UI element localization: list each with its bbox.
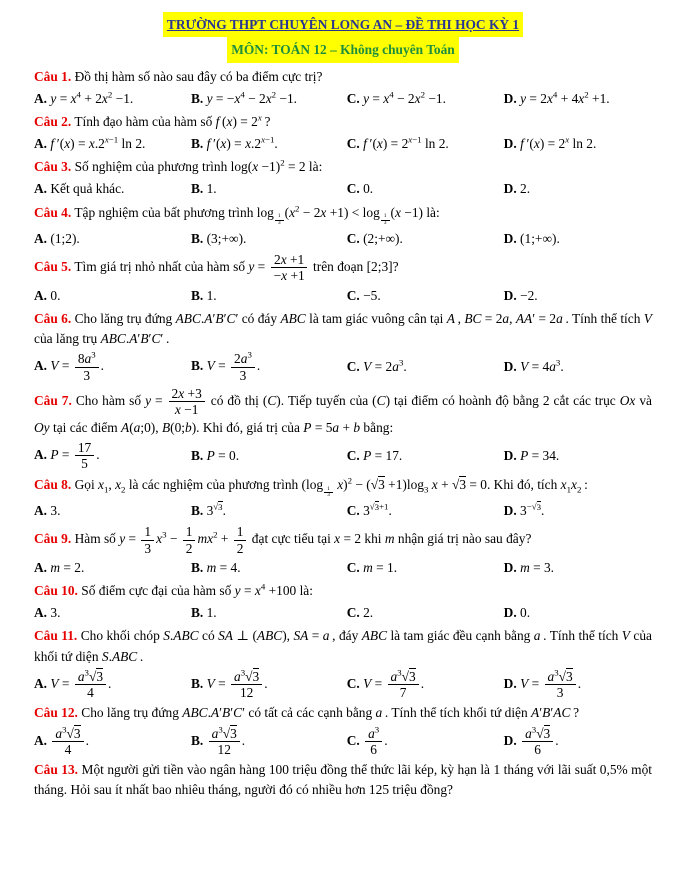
answer-option xyxy=(191,286,347,306)
option-key: D. xyxy=(503,447,517,463)
question-text: Gọi $x_1$, $x_2$ là các nghiệm của phương trình (log $_{\frac{1}{3}}$ $x)^2 - (√3 +1)\log_3$ x + √3 = 0. Khi đó, tích $x_1x_2$ : xyxy=(74,475,588,499)
question-text-row xyxy=(34,203,652,227)
answer-options-row xyxy=(34,440,652,472)
option-text: $\frac{a^3√3}{12}$ . xyxy=(203,733,245,748)
option-key: B. xyxy=(190,503,204,519)
option-text: $V = 2a^3$. xyxy=(363,357,407,375)
option-text: (1;+∞). xyxy=(516,230,560,246)
answer-options-row xyxy=(34,603,652,623)
answer-option xyxy=(347,501,504,521)
question-text-row xyxy=(34,581,652,601)
option-key: C. xyxy=(346,359,360,375)
question-label: Câu 3. xyxy=(34,159,72,175)
option-key: D. xyxy=(503,287,517,303)
option-text: m = 4. xyxy=(206,560,241,576)
option-text: 0. xyxy=(516,605,531,621)
option-text: V = $\frac{2a^3}{3}$ . xyxy=(206,349,261,383)
question-text: Số nghiệm của phương trình $\log(x -1)^2 = 2$ là: xyxy=(74,157,323,175)
option-key: B. xyxy=(190,605,204,621)
answer-option xyxy=(504,179,652,199)
answer-option xyxy=(34,669,191,701)
option-key: C. xyxy=(346,230,360,246)
answer-option xyxy=(347,669,504,701)
option-key: D. xyxy=(503,136,517,152)
option-key: B. xyxy=(190,675,204,691)
option-text: m = 2. xyxy=(50,560,85,576)
question xyxy=(34,475,652,522)
question-text-row xyxy=(34,760,652,800)
exam-subject-row xyxy=(34,37,652,62)
answer-option xyxy=(34,351,191,383)
question-text-row xyxy=(34,524,652,556)
answer-options-row xyxy=(34,179,652,199)
answer-option xyxy=(191,179,347,199)
option-key: B. xyxy=(190,732,204,748)
answer-option xyxy=(347,446,504,466)
question xyxy=(34,67,652,109)
question-text: Cho lăng trụ đứng ABC.A′B′C′ có tất cả các cạnh bằng a . Tính thể tích khối tứ diện A′B′AC ? xyxy=(81,705,580,721)
option-text: $3^{√3}$. xyxy=(203,501,226,519)
question xyxy=(34,524,652,578)
question-list xyxy=(34,67,652,801)
answer-options-row xyxy=(34,351,652,383)
option-text: $y = 2x^4 + 4x^2 +1$. xyxy=(520,89,610,107)
answer-option xyxy=(191,726,347,758)
option-key: D. xyxy=(503,181,517,197)
question-text: Hàm số y = $\frac{1}{3}$ $x^3$ − $\frac{1}{2}$ $mx^2$ + $\frac{1}{2}$ đạt cực tiểu tại x = 2 khi m nhận giá trị nào sau đây? xyxy=(74,524,532,556)
option-key: A. xyxy=(34,732,48,748)
option-key: D. xyxy=(503,675,517,691)
question-label: Câu 5. xyxy=(34,259,72,275)
answer-option xyxy=(191,351,347,383)
option-text: m = 3. xyxy=(520,560,555,576)
option-text: Kết quả khác. xyxy=(47,181,125,197)
option-text: f $'(x) = x.2^{x-1}$. xyxy=(206,134,278,152)
answer-option xyxy=(504,229,652,249)
option-key: D. xyxy=(503,605,517,621)
option-text: (2;+∞). xyxy=(359,230,403,246)
question xyxy=(34,203,652,250)
exam-title-row xyxy=(34,12,652,37)
answer-option xyxy=(34,726,191,758)
question xyxy=(34,386,652,472)
question-text: Đồ thị hàm số nào sau đây có ba điểm cực trị? xyxy=(74,68,323,84)
option-key: B. xyxy=(190,287,204,303)
question-label: Câu 1. xyxy=(34,68,72,84)
answer-option xyxy=(504,501,652,521)
question-label: Câu 11. xyxy=(34,628,78,644)
option-text: $y = -x^4 - 2x^2 -1$. xyxy=(206,89,298,107)
option-key: A. xyxy=(34,503,48,519)
option-key: B. xyxy=(190,91,204,107)
question-text-row xyxy=(34,112,652,132)
option-key: D. xyxy=(503,560,517,576)
option-key: C. xyxy=(346,447,360,463)
question xyxy=(34,112,652,154)
question-label: Câu 2. xyxy=(34,114,72,130)
option-text: P = $\frac{17}{5}$ . xyxy=(50,439,100,472)
option-text: 2. xyxy=(516,181,531,197)
option-text: −2. xyxy=(516,287,538,303)
question-text: Cho lăng trụ đứng ABC.A′B′C′ có đáy ABC là tam giác vuông cân tại A , BC = 2a, AA′ = 2a . Tính thể tích V của lăng trụ ABC.A′B′C′ . xyxy=(34,311,652,347)
answer-options-row xyxy=(34,669,652,701)
exam-title: TRƯỜNG THPT CHUYÊN LONG AN – ĐỀ THI HỌC KỲ 1 xyxy=(163,12,523,37)
question xyxy=(34,703,652,757)
answer-option xyxy=(34,89,191,109)
exam-header xyxy=(34,12,652,63)
option-key: A. xyxy=(34,675,48,691)
option-key: A. xyxy=(34,560,48,576)
option-key: D. xyxy=(503,732,517,748)
option-key: C. xyxy=(346,560,360,576)
option-key: D. xyxy=(503,91,517,107)
answer-options-row xyxy=(34,229,652,249)
option-key: A. xyxy=(34,136,48,152)
option-key: B. xyxy=(190,136,204,152)
question-text: Cho khối chóp S.ABC có SA ⊥ (ABC), SA = a , đáy ABC là tam giác đều cạnh bằng a . Tính thể tích V của khối tứ diện S.ABC . xyxy=(34,628,652,664)
question-label: Câu 9. xyxy=(34,531,72,547)
question xyxy=(34,581,652,623)
answer-option xyxy=(191,603,347,623)
question-label: Câu 6. xyxy=(34,311,72,326)
option-text: V = $\frac{a^3√3}{7}$ . xyxy=(363,667,425,701)
option-key: D. xyxy=(503,503,517,519)
answer-option xyxy=(191,229,347,249)
answer-option xyxy=(347,558,504,578)
option-key: C. xyxy=(346,91,360,107)
question-text-row xyxy=(34,386,652,438)
answer-option xyxy=(504,669,652,701)
answer-option xyxy=(504,286,652,306)
option-text: 3. xyxy=(47,605,61,621)
question-text: Tập nghiệm của bất phương trình log $_{\frac{1}{3}}$ $(x^2 - 2x +1) < \log$ $_{\frac{1}{3}}$ (x −1) là: xyxy=(74,203,440,227)
answer-option xyxy=(347,179,504,199)
question xyxy=(34,760,652,800)
answer-options-row xyxy=(34,501,652,521)
question xyxy=(34,309,652,383)
option-text: $V = 4a^3$. xyxy=(520,357,564,375)
option-text: f $'(x) = x.2^{x-1}$ ln 2. xyxy=(50,134,146,152)
option-text: 2. xyxy=(359,605,374,621)
answer-option xyxy=(191,89,347,109)
question xyxy=(34,626,652,700)
answer-option xyxy=(34,603,191,623)
option-text: $3^{-√3}$. xyxy=(516,501,545,519)
option-text: $\frac{a^3}{6}$ . xyxy=(360,733,388,748)
answer-option xyxy=(347,357,504,377)
answer-options-row xyxy=(34,286,652,306)
option-key: B. xyxy=(190,358,204,374)
answer-option xyxy=(191,558,347,578)
answer-option xyxy=(504,446,652,466)
answer-option xyxy=(34,558,191,578)
answer-option xyxy=(504,357,652,377)
answer-option xyxy=(347,726,504,758)
option-text: V = $\frac{a^3√3}{3}$ . xyxy=(520,667,582,701)
option-text: (1;2). xyxy=(47,230,80,246)
option-text: 0. xyxy=(359,181,374,197)
option-text: P = 0. xyxy=(206,447,240,463)
option-key: D. xyxy=(503,230,517,246)
answer-option xyxy=(347,134,504,154)
option-key: A. xyxy=(34,230,48,246)
option-text: 1. xyxy=(203,181,217,197)
answer-option xyxy=(347,229,504,249)
option-text: 0. xyxy=(47,287,61,303)
answer-option xyxy=(191,669,347,701)
option-key: B. xyxy=(190,560,204,576)
answer-option xyxy=(34,229,191,249)
option-key: C. xyxy=(346,605,360,621)
option-key: A. xyxy=(34,91,48,107)
question-text-row xyxy=(34,703,652,723)
question xyxy=(34,252,652,306)
answer-option xyxy=(504,726,652,758)
answer-option xyxy=(34,501,191,521)
answer-option xyxy=(191,446,347,466)
question-label: Câu 4. xyxy=(34,204,72,220)
option-key: C. xyxy=(346,287,360,303)
question-text: Số điểm cực đại của hàm số $y = x^4 +100$ là: xyxy=(81,581,313,599)
option-text: V = $\frac{a^3√3}{12}$ . xyxy=(206,667,268,701)
question-text-row xyxy=(34,626,652,666)
option-text: $\frac{a^3√3}{6}$ . xyxy=(517,733,559,748)
option-key: A. xyxy=(34,446,48,462)
option-key: C. xyxy=(346,503,360,519)
option-key: A. xyxy=(34,358,48,374)
option-text: $3^{√3+1}$. xyxy=(359,501,392,519)
answer-option xyxy=(34,286,191,306)
answer-options-row xyxy=(34,726,652,758)
question-label: Câu 7. xyxy=(34,393,72,409)
answer-option xyxy=(347,89,504,109)
option-key: D. xyxy=(503,359,517,375)
option-key: A. xyxy=(34,605,48,621)
answer-options-row xyxy=(34,134,652,154)
answer-option xyxy=(34,134,191,154)
option-text: −5. xyxy=(359,287,381,303)
option-key: B. xyxy=(190,230,204,246)
answer-option xyxy=(504,89,652,109)
answer-option xyxy=(34,440,191,472)
exam-subject: MÔN: TOÁN 12 – Không chuyên Toán xyxy=(227,37,458,62)
option-text: $y = x^4 + 2x^2 -1$. xyxy=(50,89,134,107)
question-text: Tính đạo hàm của hàm số f $(x) = 2^x$ ? xyxy=(74,112,271,130)
option-text: P = 17. xyxy=(363,447,403,463)
question-label: Câu 12. xyxy=(34,705,78,721)
answer-option xyxy=(191,134,347,154)
option-text: P = 34. xyxy=(520,447,560,463)
answer-option xyxy=(34,179,191,199)
question-text: Tìm giá trị nhỏ nhất của hàm số y = $\frac{2x +1}{-x +1}$ trên đoạn [2;3]? xyxy=(74,252,399,284)
option-text: 1. xyxy=(203,287,217,303)
answer-options-row xyxy=(34,89,652,109)
answer-option xyxy=(347,286,504,306)
answer-options-row xyxy=(34,558,652,578)
answer-option xyxy=(347,603,504,623)
option-key: B. xyxy=(190,181,204,197)
option-text: 3. xyxy=(47,503,61,519)
question-label: Câu 10. xyxy=(34,583,78,599)
answer-option xyxy=(191,501,347,521)
question-text: Một người gửi tiền vào ngân hàng 100 triệu đồng thể thức lãi kép, kỳ hạn là 1 tháng với lãi suất 0,5% một tháng. Hỏi sau ít nhất bao nhiêu tháng, người đó có nhiều hơn 125 triệu đồng? xyxy=(34,762,652,798)
option-key: A. xyxy=(34,287,48,303)
option-text: V = $\frac{a^3√3}{4}$ . xyxy=(50,667,112,701)
question-label: Câu 13. xyxy=(34,762,79,778)
answer-option xyxy=(504,603,652,623)
option-key: B. xyxy=(190,447,204,463)
question-text-row xyxy=(34,252,652,284)
option-text: (3;+∞). xyxy=(203,230,247,246)
option-text: $\frac{a^3√3}{4}$ . xyxy=(47,733,89,748)
answer-option xyxy=(504,134,652,154)
question xyxy=(34,157,652,199)
option-key: C. xyxy=(346,136,360,152)
question-text-row xyxy=(34,67,652,87)
option-key: A. xyxy=(34,181,48,197)
option-text: V = $\frac{8a^3}{3}$ . xyxy=(50,349,105,383)
option-text: f $'(x) = 2^{x-1}$ ln 2. xyxy=(363,134,449,152)
option-text: f $'(x) = 2^x$ ln 2. xyxy=(520,134,597,152)
question-text-row xyxy=(34,309,652,349)
option-key: C. xyxy=(346,181,360,197)
option-text: m = 1. xyxy=(363,560,398,576)
answer-option xyxy=(504,558,652,578)
question-text-row xyxy=(34,157,652,177)
option-key: C. xyxy=(346,675,360,691)
option-text: $y = x^4 - 2x^2 -1$. xyxy=(363,89,446,107)
question-text: Cho hàm số y = $\frac{2x +3}{x -1}$ có đồ thị (C). Tiếp tuyến của (C) tại điểm có hoành độ bằng 2 cắt các trục Ox và Oy tại các điểm A(a;0), B(0;b). Khi đó, giá trị của P = 5a + b bằng: xyxy=(34,386,652,435)
question-text-row xyxy=(34,475,652,499)
option-key: C. xyxy=(346,732,360,748)
option-text: 1. xyxy=(203,605,217,621)
question-label: Câu 8. xyxy=(34,476,72,492)
